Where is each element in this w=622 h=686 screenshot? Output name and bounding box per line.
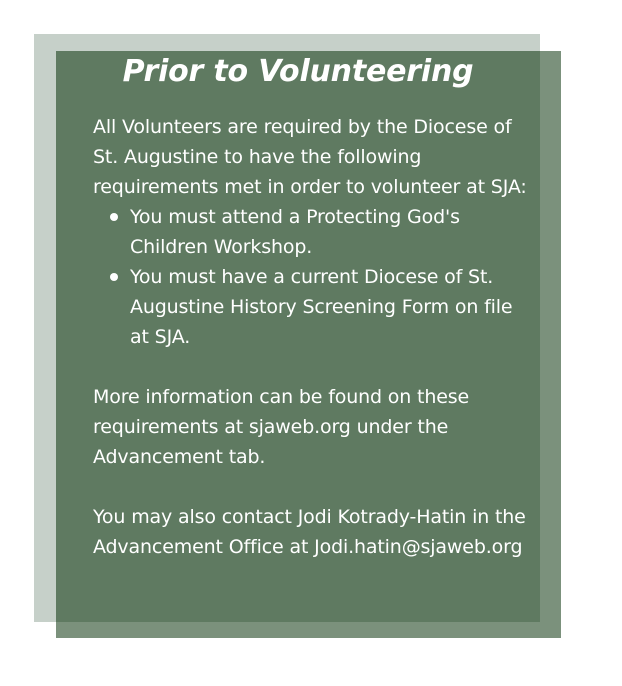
requirements-list	[93, 202, 533, 352]
requirement-item	[93, 262, 533, 352]
requirement-text: You must have a current Diocese of St. Augustine History Screening Form on file at SJA.	[130, 266, 513, 348]
requirement-item	[93, 202, 533, 262]
volunteer-info-card	[93, 52, 533, 562]
more-info-paragraph: More information can be found on these requirements at sjaweb.org under the Advancement tab.	[93, 386, 470, 468]
bullet-icon	[110, 213, 118, 221]
contact-paragraph: You may also contact Jodi Kotrady-Hatin in the Advancement Office at Jodi.hatin@sjaweb.org	[93, 506, 526, 558]
intro-paragraph: All Volunteers are required by the Diocese of St. Augustine to have the following requirements met in order to volunteer at SJA:	[93, 116, 527, 198]
requirement-text: You must attend a Protecting God's Children Workshop.	[130, 206, 460, 258]
card-title: Prior to Volunteering	[122, 54, 474, 89]
bullet-icon	[110, 273, 118, 281]
